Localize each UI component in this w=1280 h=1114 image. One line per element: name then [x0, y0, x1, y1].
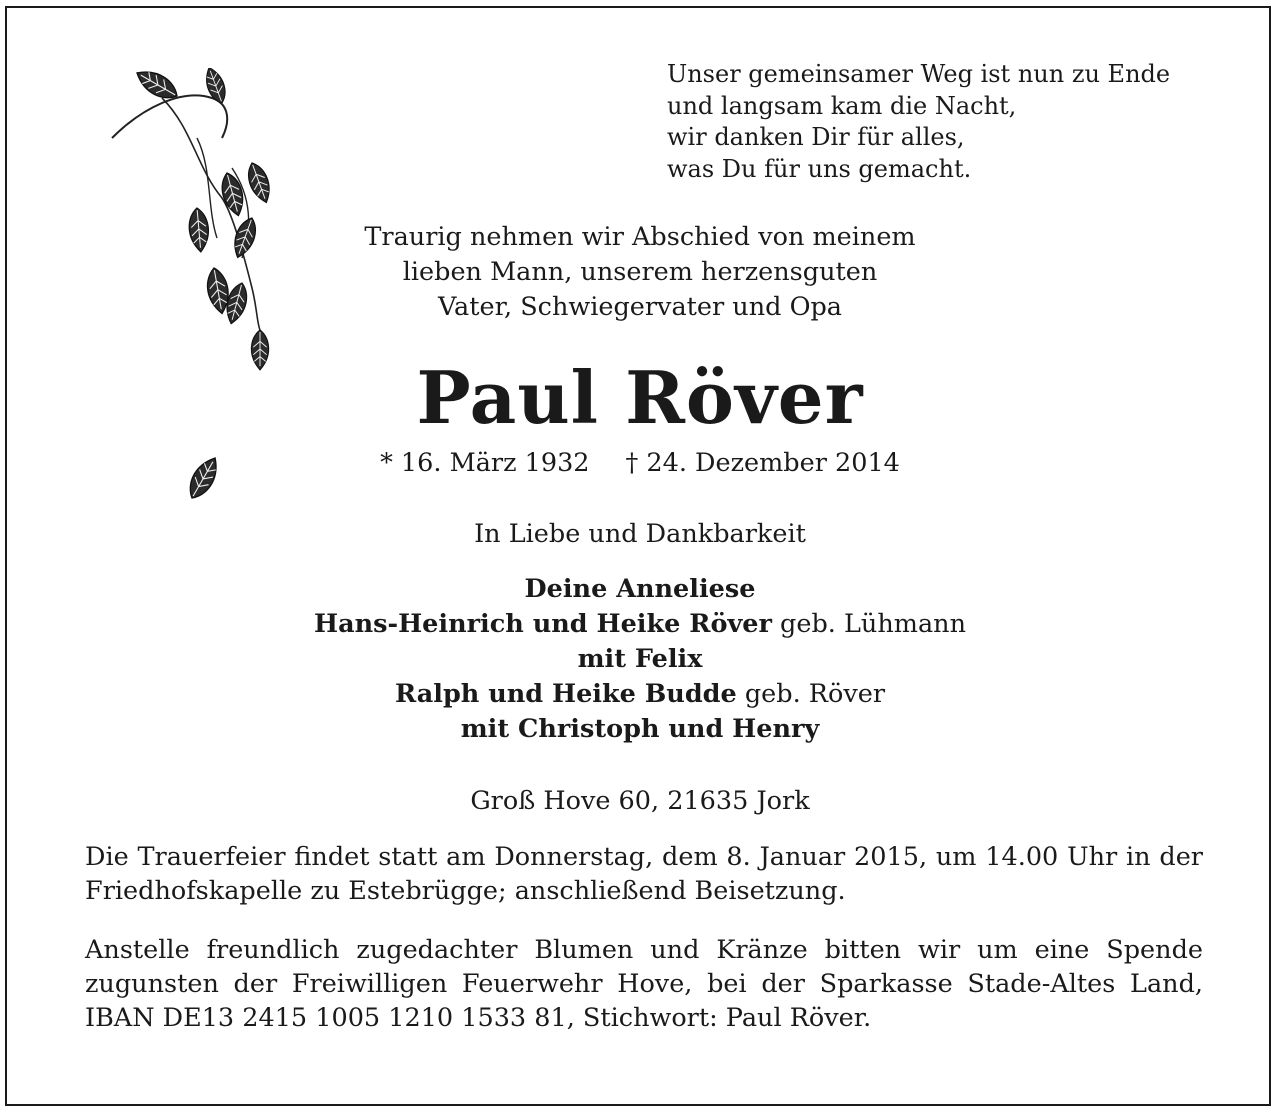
donation-paragraph: Anstelle freundlich zugedachter Blumen und Kränze bitten wir um eine Spende zugunsten der Freiwilligen Feuerwehr Hove, bei der Sparkasse Stade-Altes Land, IBAN DE13 2415 1005 1210 1533 81, Stichwort: Paul Röver. [85, 935, 1203, 1033]
intro-text: Traurig nehmen wir Abschied von meinem lieben Mann, unserem herzensguten Vater, Schwiegervater und Opa [364, 222, 916, 322]
family-list [7, 572, 1273, 747]
thanks-line: In Liebe und Dankbarkeit [474, 519, 806, 549]
funeral-paragraph: Die Trauerfeier findet statt am Donnerstag, dem 8. Januar 2015, um 14.00 Uhr in der Friedhofskapelle zu Estebrügge; anschließend Beisetzung. [85, 842, 1203, 906]
address: Groß Hove 60, 21635 Jork [470, 786, 810, 816]
family-member: Hans-Heinrich und Heike Röver [313, 609, 772, 639]
family-member: mit Felix [577, 644, 703, 674]
maiden-name: geb. Lühmann [771, 609, 967, 639]
obituary-notice [5, 6, 1271, 1106]
family-member: mit Christoph und Henry [460, 714, 820, 744]
family-member: Deine Anneliese [524, 574, 756, 604]
family-member: Ralph und Heike Budde [394, 679, 737, 709]
deceased-name: Paul Röver [416, 355, 864, 440]
maiden-name: geb. Röver [736, 679, 886, 709]
birth-date: * 16. März 1932 [380, 448, 590, 478]
poem-verse: Unser gemeinsamer Weg ist nun zu Ende und langsam kam die Nacht, wir danken Dir für alles, was Du für uns gemacht. [667, 60, 1171, 183]
death-date: † 24. Dezember 2014 [625, 448, 900, 478]
life-dates [7, 445, 1273, 481]
